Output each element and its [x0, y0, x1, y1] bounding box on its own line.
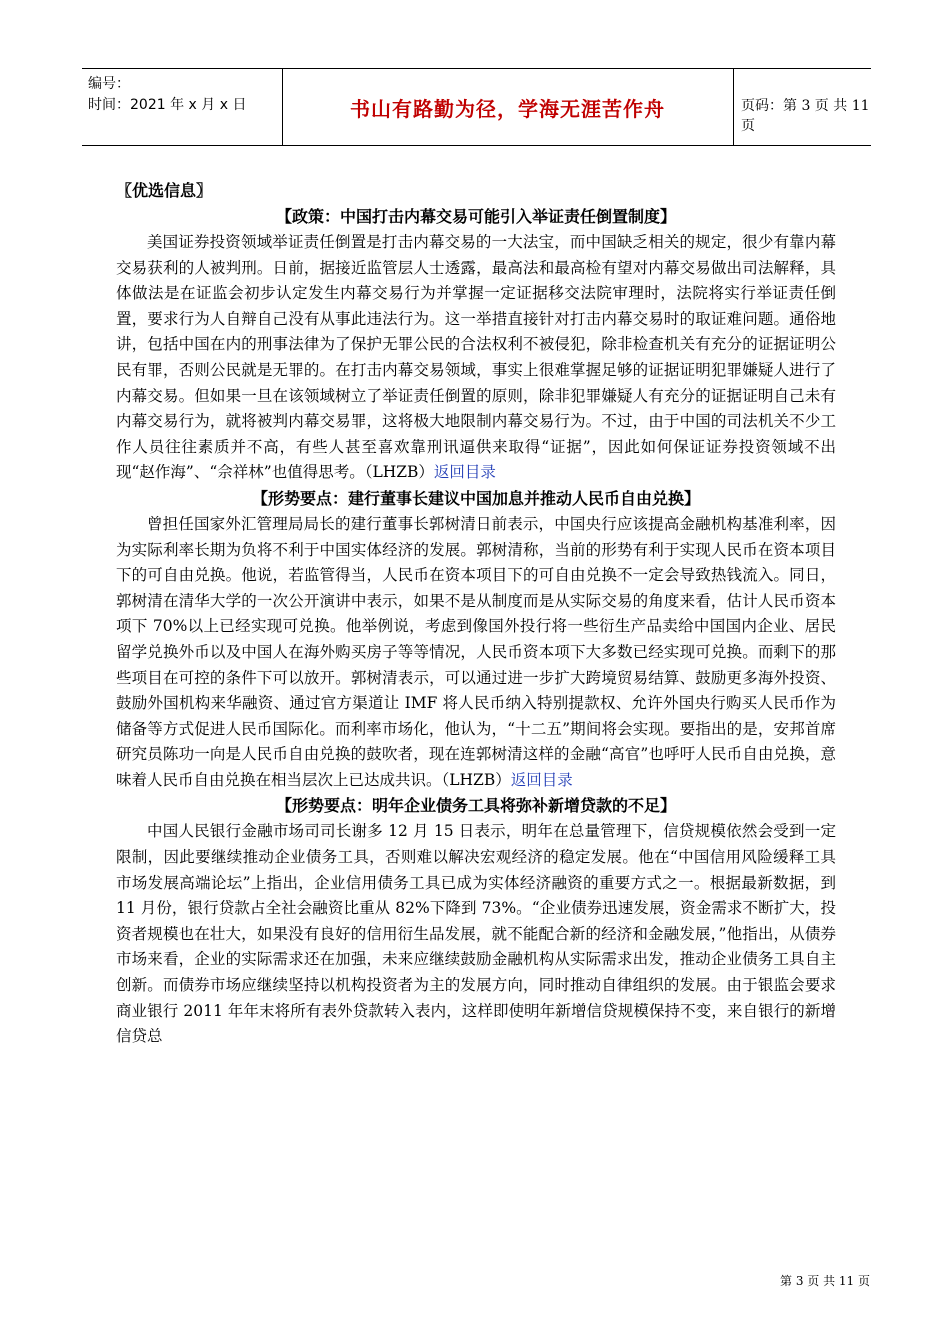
document-body [116, 178, 836, 1050]
paragraph-text: 曾担任国家外汇管理局局长的建行董事长郭树清日前表示，中国央行应该提高金融机构基准利率，因为实际利率长期为负将不利于中国实体经济的发展。郭树清称，当前的形势有利于实现人民币在资本项目下的可自由兑换。他说，若监管得当，人民币在资本项目下的可自由兑换不一定会导致热钱流入。同日，郭树清在清华大学的一次公开演讲中表示，如果不是从制度而是从实际交易的角度来看，估计人民币资本项下 70%以上已经实现可兑换。他举例说，考虑到像国外投行将一些衍生产品卖给中国国内企业、居民留学兑换外币以及中国人在海外购买房子等等情况，人民币资本项下大多数已经实现可兑换。而剩下的那些项目在可控的条件下可以放开。郭树清表示，可以通过进一步扩大跨境贸易结算、鼓励更多海外投资、鼓励外国机构来华融资、通过官方渠道让 IMF 将人民币纳入特别提款权、允许外国央行购买人民币作为储备等方式促进人民币国际化。而利率市场化，他认为，“十二五”期间将会实现。要指出的是，安邦首席研究员陈功一向是人民币自由兑换的鼓吹者，现在连郭树清这样的金融“高官”也呼吁人民币自由兑换，意味着人民币自由兑换在相当层次上已达成共识。（LHZB） [116, 514, 836, 789]
section-paragraph [116, 819, 836, 1049]
section-paragraph [116, 512, 836, 794]
page-header [82, 68, 871, 146]
header-right-cell [733, 69, 871, 145]
paragraph-text: 美国证券投资领域举证责任倒置是打击内幕交易的一大法宝，而中国缺乏相关的规定，很少有靠内幕交易获利的人被判刑。日前，据接近监管层人士透露，最高法和最高检有望对内幕交易做出司法解释，具体做法是在证监会初步认定发生内幕交易行为并掌握一定证据移交法院审理时，法院将实行举证责任倒置，要求行为人自辩自己没有从事此违法行为。这一举措直接针对打击内幕交易时的取证难问题。通俗地讲，包括中国在内的刑事法律为了保护无罪公民的合法权利不被侵犯，除非检查机关有充分的证据证明公民有罪，否则公民就是无罪的。在打击内幕交易领域，事实上很难掌握足够的证据证明犯罪嫌疑人进行了内幕交易。但如果一旦在该领域树立了举证责任倒置的原则，除非犯罪嫌疑人有充分的证据证明自己未有内幕交易行为，就将被判内幕交易罪，这将极大地限制内幕交易行为。不过，由于中国的司法机关不少工作人员往往素质并不高，有些人甚至喜欢靠刑讯逼供来取得“证据”，因此如何保证证券投资领域不出现“赵作海”、“佘祥林”也值得思考。（LHZB） [116, 233, 836, 482]
section-title: 【形势要点：建行董事长建议中国加息并推动人民币自由兑换】 [251, 488, 700, 508]
paragraph-text: 中国人民银行金融市场司司长谢多 12 月 15 日表示，明年在总量管理下，信贷规模依然会受到一定限制，因此要继续推动企业债务工具，否则难以解决宏观经济的稳定发展。他在“中国信用风险缓释工具市场发展高端论坛”上指出，企业信用债务工具已成为实体经济融资的重要方式之一。根据最新数据，到 11 月份，银行贷款占全社会融资比重从 82%下降到 73%。“企业债券迅速发展，资金需求不断扩大，投资者规模也在壮大，如果没有良好的信用衍生品发展，就不能配合新的经济和金融发展，”他指出，从债券市场来看，企业的实际需求还在加强，未来应继续鼓励金融机构从实际需求出发，推动企业债务工具自主创新。而债券市场应继续坚持以机构投资者为主的发展方向，同时推动自律组织的发展。由于银监会要求商业银行 2011 年年末将所有表外贷款转入表内，这样即使明年新增信贷规模保持不变，来自银行的新增信贷总 [116, 822, 836, 1046]
section-title: 【形势要点：明年企业债务工具将弥补新增贷款的不足】 [275, 796, 676, 816]
page-footer: 第 3 页 共 11 页 [780, 1274, 870, 1288]
header-middle-cell [282, 69, 734, 145]
header-left-cell [82, 69, 283, 145]
header-page-info: 页码：第 3 页 共 11 页 [741, 98, 870, 134]
document-time-label: 时间：2021 年 x 月 x 日 [88, 97, 247, 113]
back-to-toc-link[interactable]: 返回目录 [433, 463, 496, 482]
back-to-toc-link[interactable]: 返回目录 [510, 770, 573, 789]
section-paragraph [116, 230, 836, 486]
section-title: 【政策：中国打击内幕交易可能引入举证责任倒置制度】 [275, 207, 676, 226]
header-motto: 书山有路勤为径，学海无涯苦作舟 [350, 97, 665, 121]
section-tag: 〖优选信息〗 [116, 181, 213, 200]
document-number-label: 编号： [88, 76, 130, 92]
